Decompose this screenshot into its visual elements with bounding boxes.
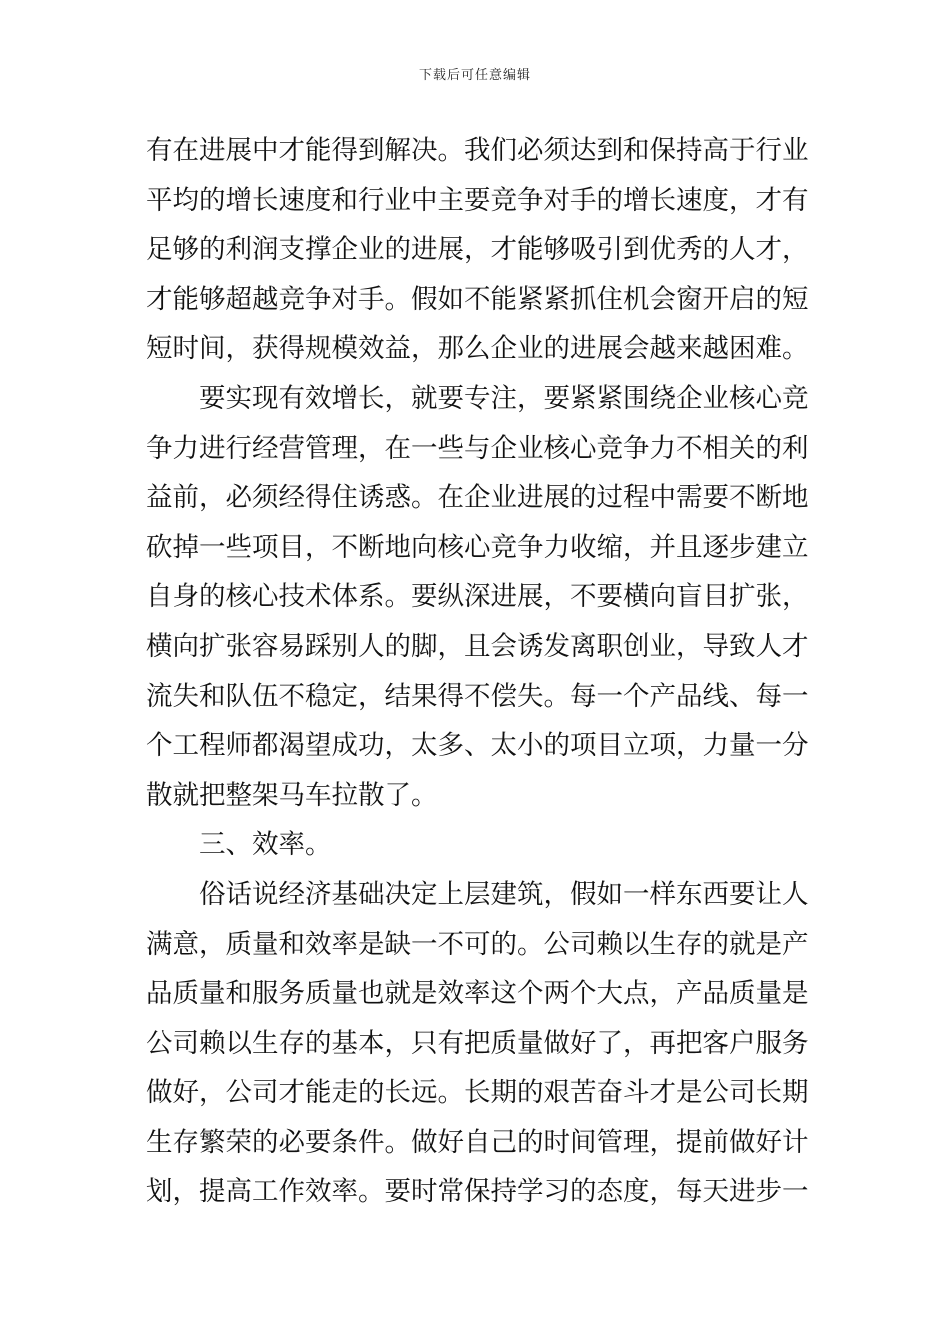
- text-line: 满意，质量和效率是缺一不可的。公司赖以生存的就是产: [146, 928, 809, 960]
- text-line: 砍掉一些项目，不断地向核心竞争力收缩，并且逐步建立: [146, 531, 809, 563]
- page-header: 下载后可任意编辑: [418, 68, 531, 83]
- text-line: 有在进展中才能得到解决。我们必须达到和保持高于行业: [146, 135, 809, 166]
- text-line: 短时间，获得规模效益，那么企业的进展会越来越困难。: [146, 333, 809, 365]
- text-line: 做好，公司才能走的长远。长期的艰苦奋斗才是公司长期: [146, 1077, 809, 1109]
- text-line: 平均的增长速度和行业中主要竞争对手的增长速度，才有: [146, 184, 809, 216]
- text-line: 散就把整架马车拉散了。: [146, 779, 438, 811]
- document-body: [146, 126, 810, 1217]
- text-line: 公司赖以生存的基本，只有把质量做好了，再把客户服务: [146, 1027, 809, 1059]
- paragraph-start-line: 要实现有效增长，就要专注，要紧紧围绕企业核心竞: [199, 382, 809, 414]
- text-line: 个工程师都渴望成功，太多、太小的项目立项，力量一分: [146, 730, 809, 762]
- text-line: 足够的利润支撑企业的进展，才能够吸引到优秀的人才，: [146, 234, 809, 266]
- section-heading: 三、效率。: [199, 829, 332, 861]
- text-line: 横向扩张容易踩别人的脚，且会诱发离职创业，导致人才: [146, 630, 809, 662]
- text-line: 品质量和服务质量也就是效率这个两个大点，产品质量是: [146, 978, 809, 1010]
- paragraph-start-line: 俗话说经济基础决定上层建筑，假如一样东西要让人: [199, 878, 809, 910]
- text-line: 益前，必须经得住诱惑。在企业进展的过程中需要不断地: [146, 482, 809, 514]
- text-line: 才能够超越竞争对手。假如不能紧紧抓住机会窗开启的短: [146, 283, 809, 315]
- text-line: 争力进行经营管理，在一些与企业核心竞争力不相关的利: [146, 432, 809, 464]
- text-line: 生存繁荣的必要条件。做好自己的时间管理，提前做好计: [146, 1126, 809, 1158]
- text-line: 自身的核心技术体系。要纵深进展，不要横向盲目扩张，: [146, 581, 809, 613]
- text-line: 流失和队伍不稳定，结果得不偿失。每一个产品线、每一: [146, 680, 809, 712]
- text-line: 划，提高工作效率。要时常保持学习的态度，每天进步一: [146, 1176, 809, 1208]
